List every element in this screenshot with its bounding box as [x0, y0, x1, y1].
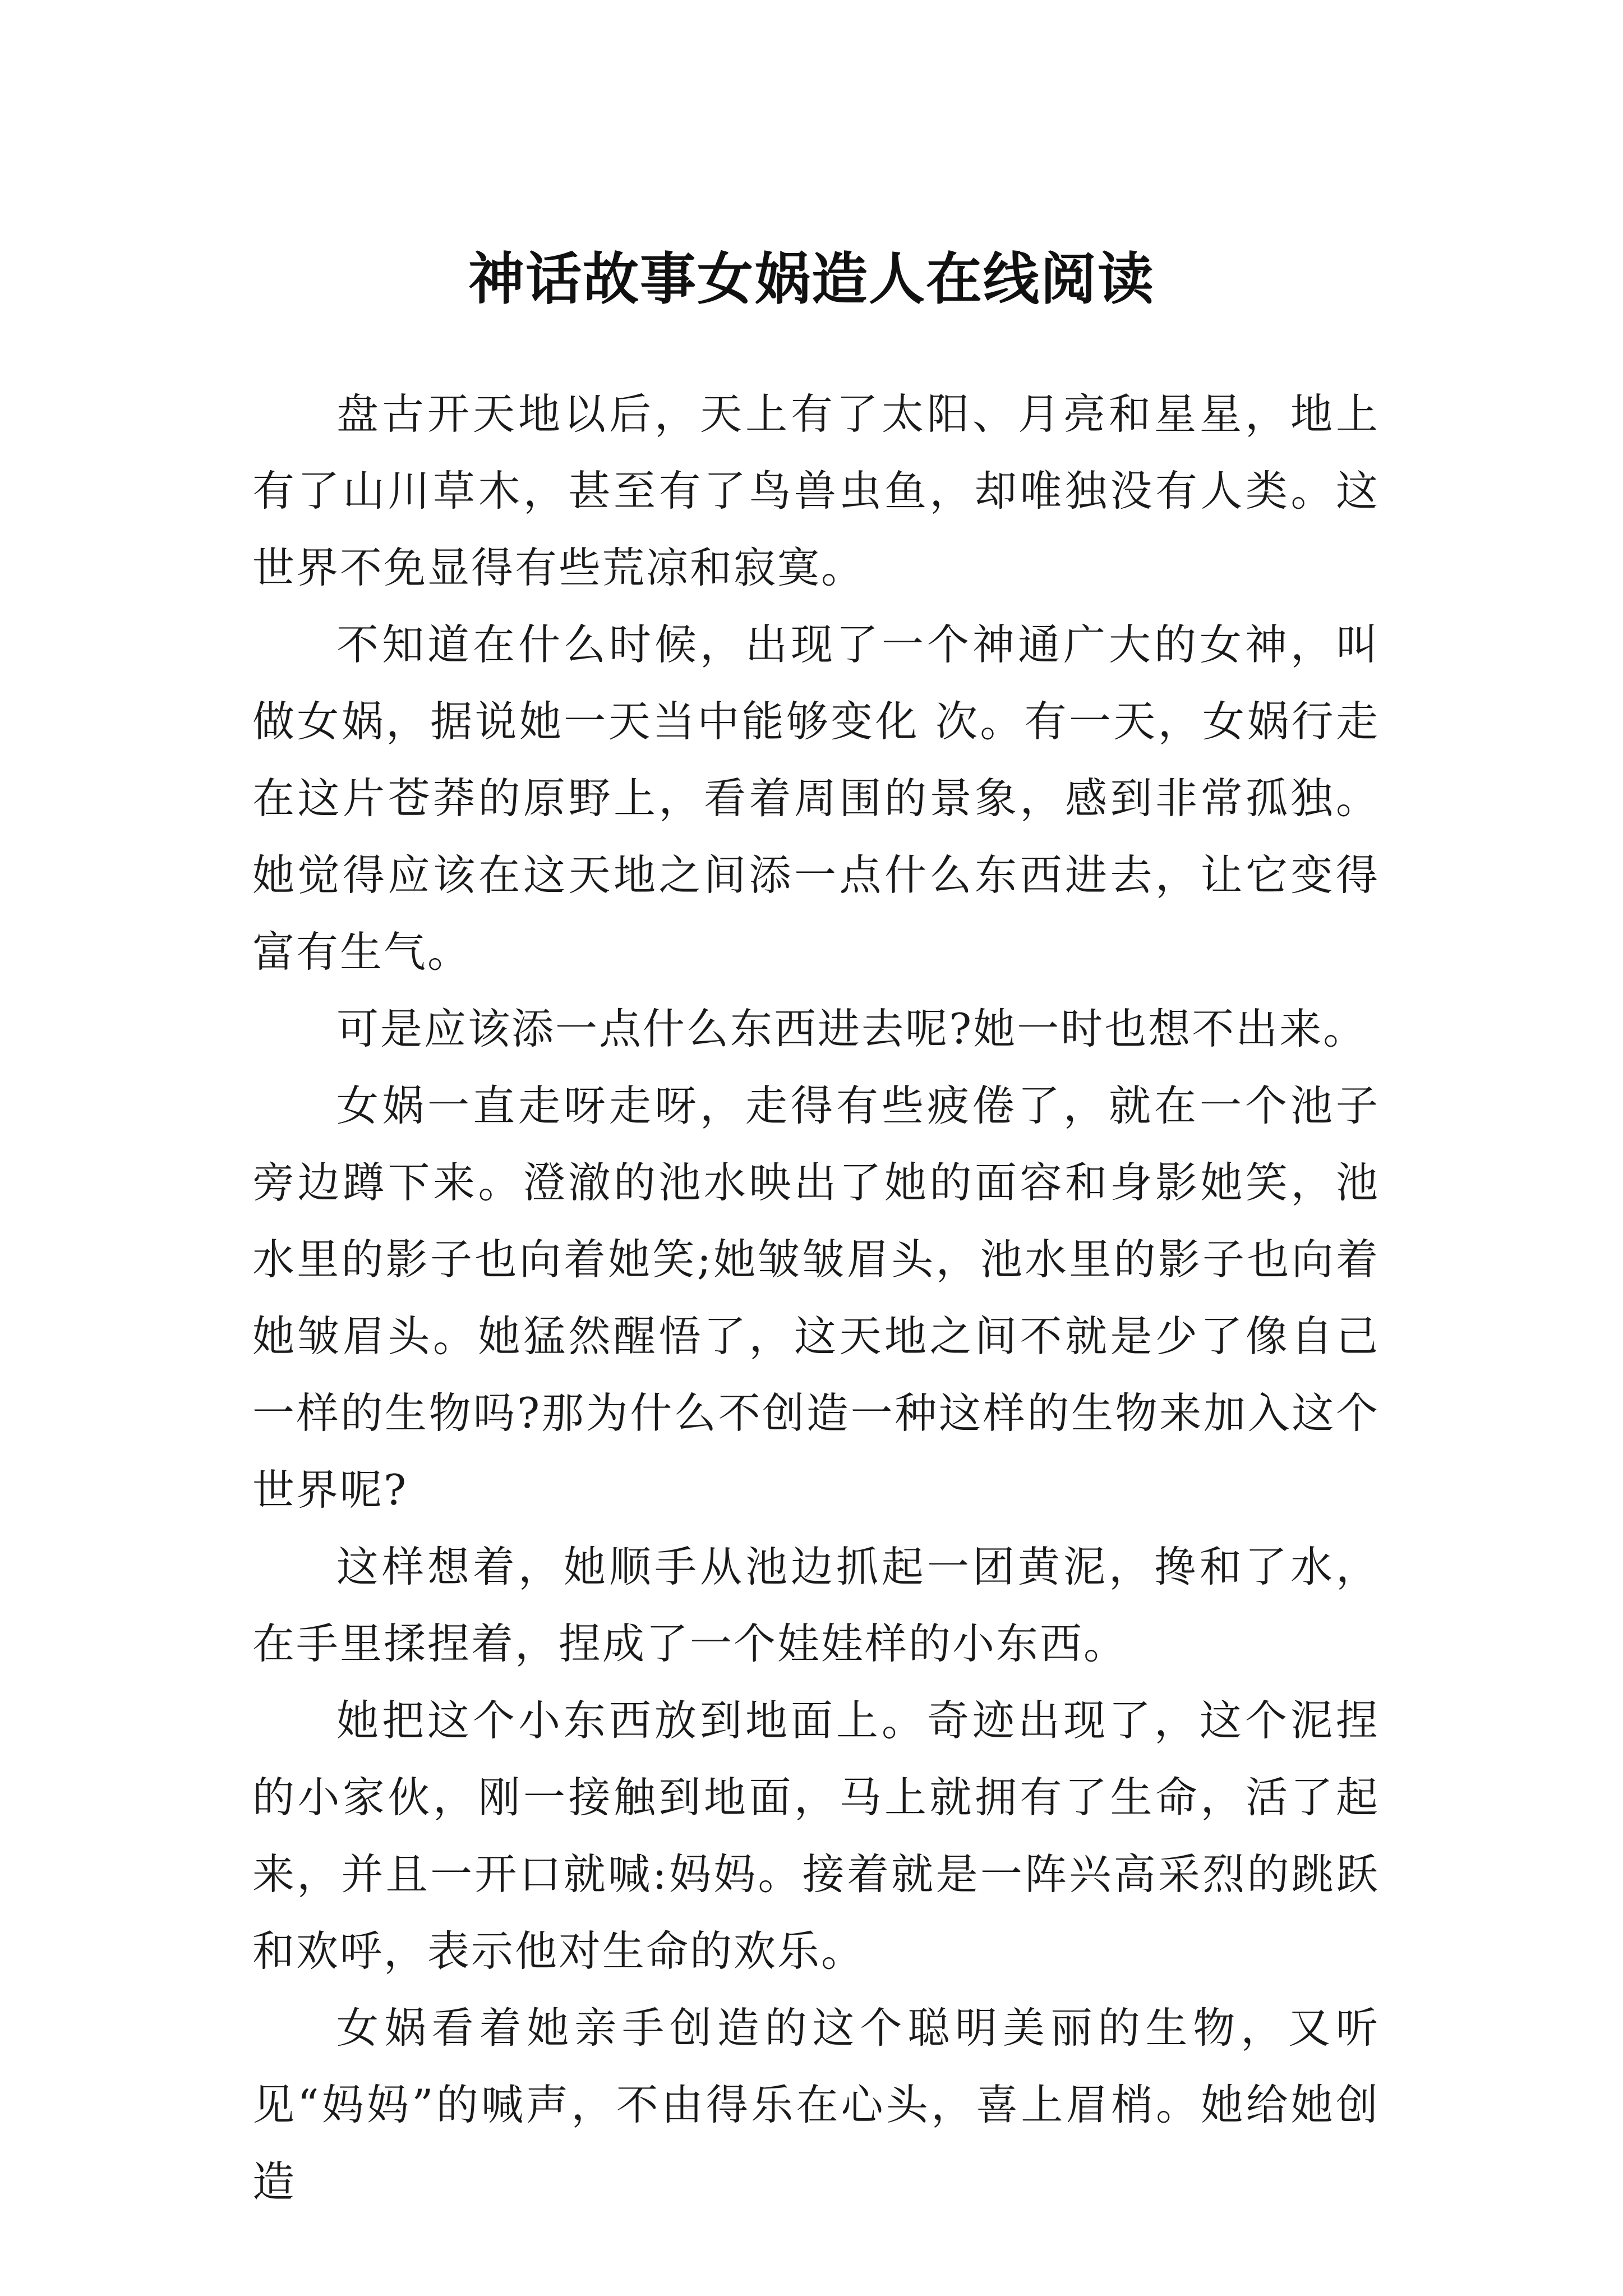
- paragraph: 可是应该添一点什么东西进去呢?她一时也想不出来。: [336, 1004, 1367, 1053]
- paragraph: 这样想着，她顺手从池边抓起一团黄泥，搀和了水，在手里揉捏着，捏成了一个娃娃样的小东西。: [252, 1542, 1380, 1668]
- paragraph: 盘古开天地以后，天上有了太阳、月亮和星星，地上有了山川草木，甚至有了鸟兽虫鱼，却唯独没有人类。这世界不免显得有些荒凉和寂寞。: [252, 389, 1380, 592]
- paragraph: 不知道在什么时候，出现了一个神通广大的女神，叫做女娲，据说她一天当中能够变化 次。有一天，女娲行走在这片苍莽的原野上，看着周围的景象，感到非常孤独。她觉得应该在这天地之间添一点什么东西进去，让它变得富有生气。: [252, 620, 1380, 977]
- page-title: 神话故事女娲造人在线阅读: [468, 246, 1155, 312]
- paragraph: 女娲一直走呀走呀，走得有些疲倦了，就在一个池子旁边蹲下来。澄澈的池水映出了她的面容和身影她笑，池水里的影子也向着她笑;她皱皱眉头，池水里的影子也向着她皱眉头。她猛然醒悟了，这天地之间不就是少了像自己一样的生物吗?那为什么不创造一种这样的生物来加入这个世界呢?: [252, 1081, 1380, 1515]
- article-body: [252, 376, 1380, 2220]
- paragraph: 女娲看着她亲手创造的这个聪明美丽的生物，又听见“妈妈”的喊声，不由得乐在心头，喜上眉梢。她给她创造: [252, 2003, 1380, 2206]
- paragraph: 她把这个小东西放到地面上。奇迹出现了，这个泥捏的小家伙，刚一接触到地面，马上就拥有了生命，活了起来，并且一开口就喊:妈妈。接着就是一阵兴高采烈的跳跃和欢呼，表示他对生命的欢乐。: [252, 1696, 1380, 1976]
